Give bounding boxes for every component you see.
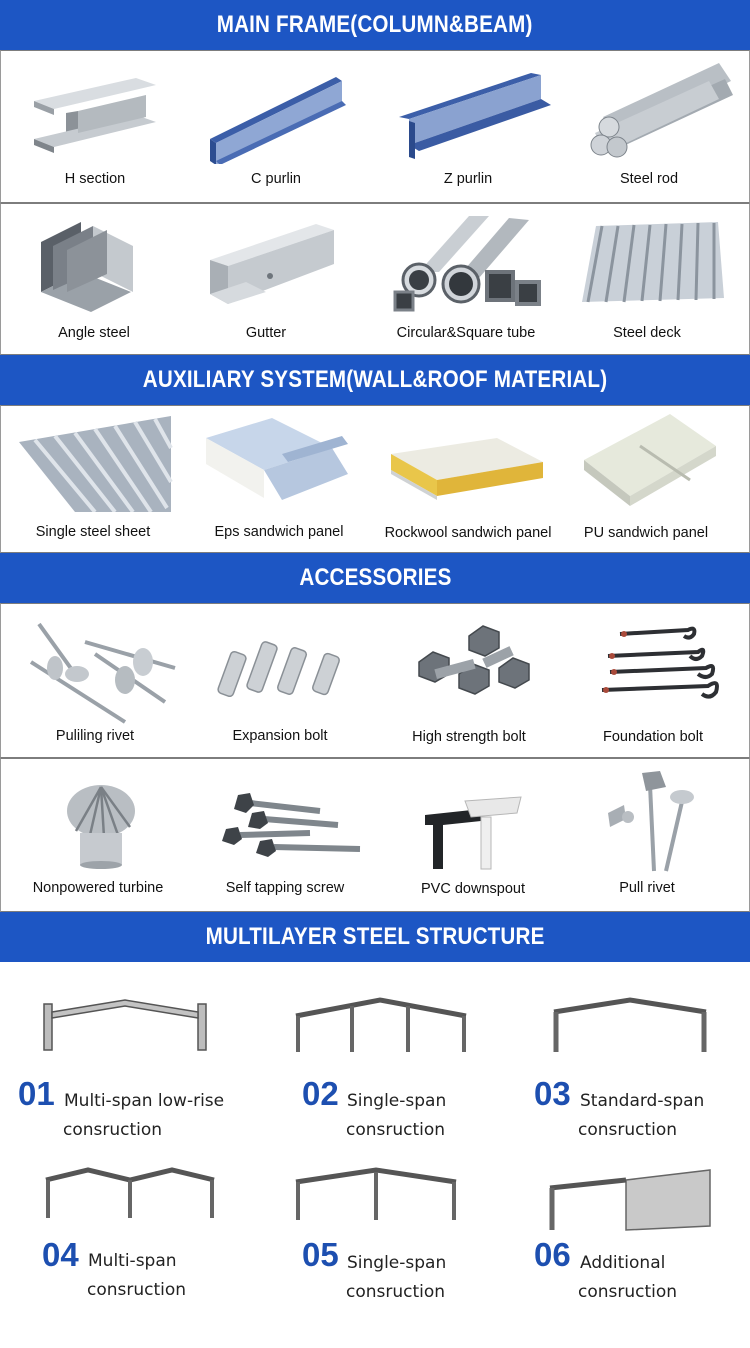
product-label: Single steel sheet [35, 524, 151, 540]
frame-type-01[interactable] [0, 962, 250, 1142]
frame-diagram-standard-span-icon [550, 996, 710, 1056]
product-rockwool-sandwich-panel[interactable] [375, 406, 562, 552]
frame-number: 06 [534, 1236, 571, 1273]
foundation-bolt-icon [598, 624, 728, 704]
product-label: Z purlin [443, 171, 493, 187]
frame-type-04[interactable] [0, 1142, 250, 1332]
product-nonpowered-turbine[interactable] [1, 759, 188, 911]
frame-label-line1: Multi-span low-rise [64, 1091, 225, 1111]
z-purlin-icon [395, 69, 555, 164]
section-title: AUXILIARY SYSTEM(WALL&ROOF MATERIAL) [142, 366, 608, 393]
frame-label-line2: consruction [346, 1120, 446, 1140]
product-label: Gutter [245, 325, 287, 341]
product-eps-sandwich-panel[interactable] [188, 406, 375, 552]
frame-diagram-additional-icon [546, 1166, 716, 1236]
product-row-accessories-1 [0, 603, 750, 758]
section-title: MAIN FRAME(COLUMN&BEAM) [217, 11, 533, 38]
eps-panel-icon [202, 414, 352, 504]
product-self-tapping-screw[interactable] [188, 759, 375, 911]
product-row-accessories-2 [0, 758, 750, 912]
product-label: High strength bolt [412, 729, 526, 745]
frame-type-03[interactable] [500, 962, 750, 1142]
product-pull-rivet[interactable] [562, 759, 750, 911]
product-steel-deck[interactable] [562, 204, 750, 354]
frame-diagram-multi-span-icon [42, 1166, 222, 1226]
section-banner-multilayer [0, 912, 750, 962]
product-label: H section [64, 171, 126, 187]
product-pulling-rivet[interactable] [1, 604, 188, 757]
product-label: Foundation bolt [603, 729, 703, 745]
frame-label-line2: consruction [63, 1120, 163, 1140]
frame-diagram-single-span-2-icon [292, 1166, 462, 1226]
section-banner-auxiliary [0, 355, 750, 405]
tube-icon [389, 212, 549, 312]
h-section-icon [26, 73, 166, 153]
high-strength-bolt-icon [399, 618, 549, 708]
product-label: C purlin [251, 171, 301, 187]
frame-label-line2: consruction [346, 1282, 446, 1302]
product-pvc-downspout[interactable] [375, 759, 562, 911]
pull-rivet-icon [602, 767, 702, 877]
rockwool-panel-icon [387, 434, 547, 514]
product-row-auxiliary [0, 405, 750, 553]
frame-number: 04 [42, 1236, 79, 1273]
frame-label-line1: Single-span [347, 1091, 447, 1111]
product-foundation-bolt[interactable] [562, 604, 750, 757]
angle-steel-icon [31, 212, 141, 312]
product-h-section[interactable] [1, 51, 188, 202]
product-circular-square-tube[interactable] [375, 204, 562, 354]
product-gutter[interactable] [188, 204, 375, 354]
frame-type-06[interactable] [500, 1142, 750, 1332]
product-expansion-bolt[interactable] [188, 604, 375, 757]
frame-number: 03 [534, 1075, 571, 1112]
frame-number: 05 [302, 1236, 339, 1273]
section-banner-main-frame [0, 0, 750, 50]
turbine-icon [56, 781, 146, 871]
product-angle-steel[interactable] [1, 204, 188, 354]
product-steel-rod[interactable] [562, 51, 750, 202]
frame-number: 02 [302, 1075, 339, 1112]
c-purlin-icon [206, 69, 356, 164]
frame-type-05[interactable] [250, 1142, 500, 1332]
section-title: MULTILAYER STEEL STRUCTURE [205, 923, 545, 950]
product-label: PU sandwich panel [583, 525, 709, 541]
product-c-purlin[interactable] [188, 51, 375, 202]
product-label: Puliling rivet [55, 728, 135, 744]
product-label: Rockwool sandwich panel [384, 525, 552, 541]
screw-icon [220, 789, 370, 869]
frame-diagram-single-span-icon [292, 996, 472, 1056]
pu-panel-icon [580, 410, 720, 510]
product-label: Expansion bolt [232, 728, 328, 744]
section-banner-accessories [0, 553, 750, 603]
frame-type-02[interactable] [250, 962, 500, 1142]
product-label: Angle steel [58, 325, 130, 341]
frame-label-line2: consruction [578, 1282, 678, 1302]
product-high-strength-bolt[interactable] [375, 604, 562, 757]
frame-label-line1: Single-span [347, 1253, 447, 1273]
frame-label-line1: Multi-span [88, 1251, 177, 1271]
product-label: Pull rivet [619, 880, 675, 896]
product-label: Circular&Square tube [396, 325, 536, 341]
product-row-main-frame-2 [0, 203, 750, 355]
frame-label-line2: consruction [87, 1280, 187, 1300]
product-label: Steel deck [613, 325, 681, 341]
frame-diagram-multi-span-low-rise-icon [40, 996, 210, 1056]
product-row-main-frame-1 [0, 50, 750, 203]
product-label: Steel rod [619, 171, 679, 187]
expansion-bolt-icon [214, 632, 354, 712]
steel-sheet-icon [15, 412, 175, 512]
product-label: Self tapping screw [225, 880, 345, 896]
product-label: PVC downspout [421, 881, 525, 897]
steel-rod-icon [587, 59, 737, 169]
product-label: Eps sandwich panel [214, 524, 344, 540]
frame-number: 01 [18, 1075, 55, 1112]
gutter-icon [206, 220, 346, 310]
product-label: Nonpowered turbine [32, 880, 164, 896]
section-title: ACCESSORIES [298, 564, 452, 591]
product-single-steel-sheet[interactable] [1, 406, 188, 552]
rivet-icon [15, 614, 185, 724]
frame-label-line1: Additional [580, 1253, 666, 1273]
steel-deck-icon [578, 218, 728, 308]
product-z-purlin[interactable] [375, 51, 562, 202]
product-pu-sandwich-panel[interactable] [562, 406, 750, 552]
downspout-icon [421, 795, 531, 875]
frame-label-line1: Standard-span [580, 1091, 705, 1111]
frame-label-line2: consruction [578, 1120, 678, 1140]
